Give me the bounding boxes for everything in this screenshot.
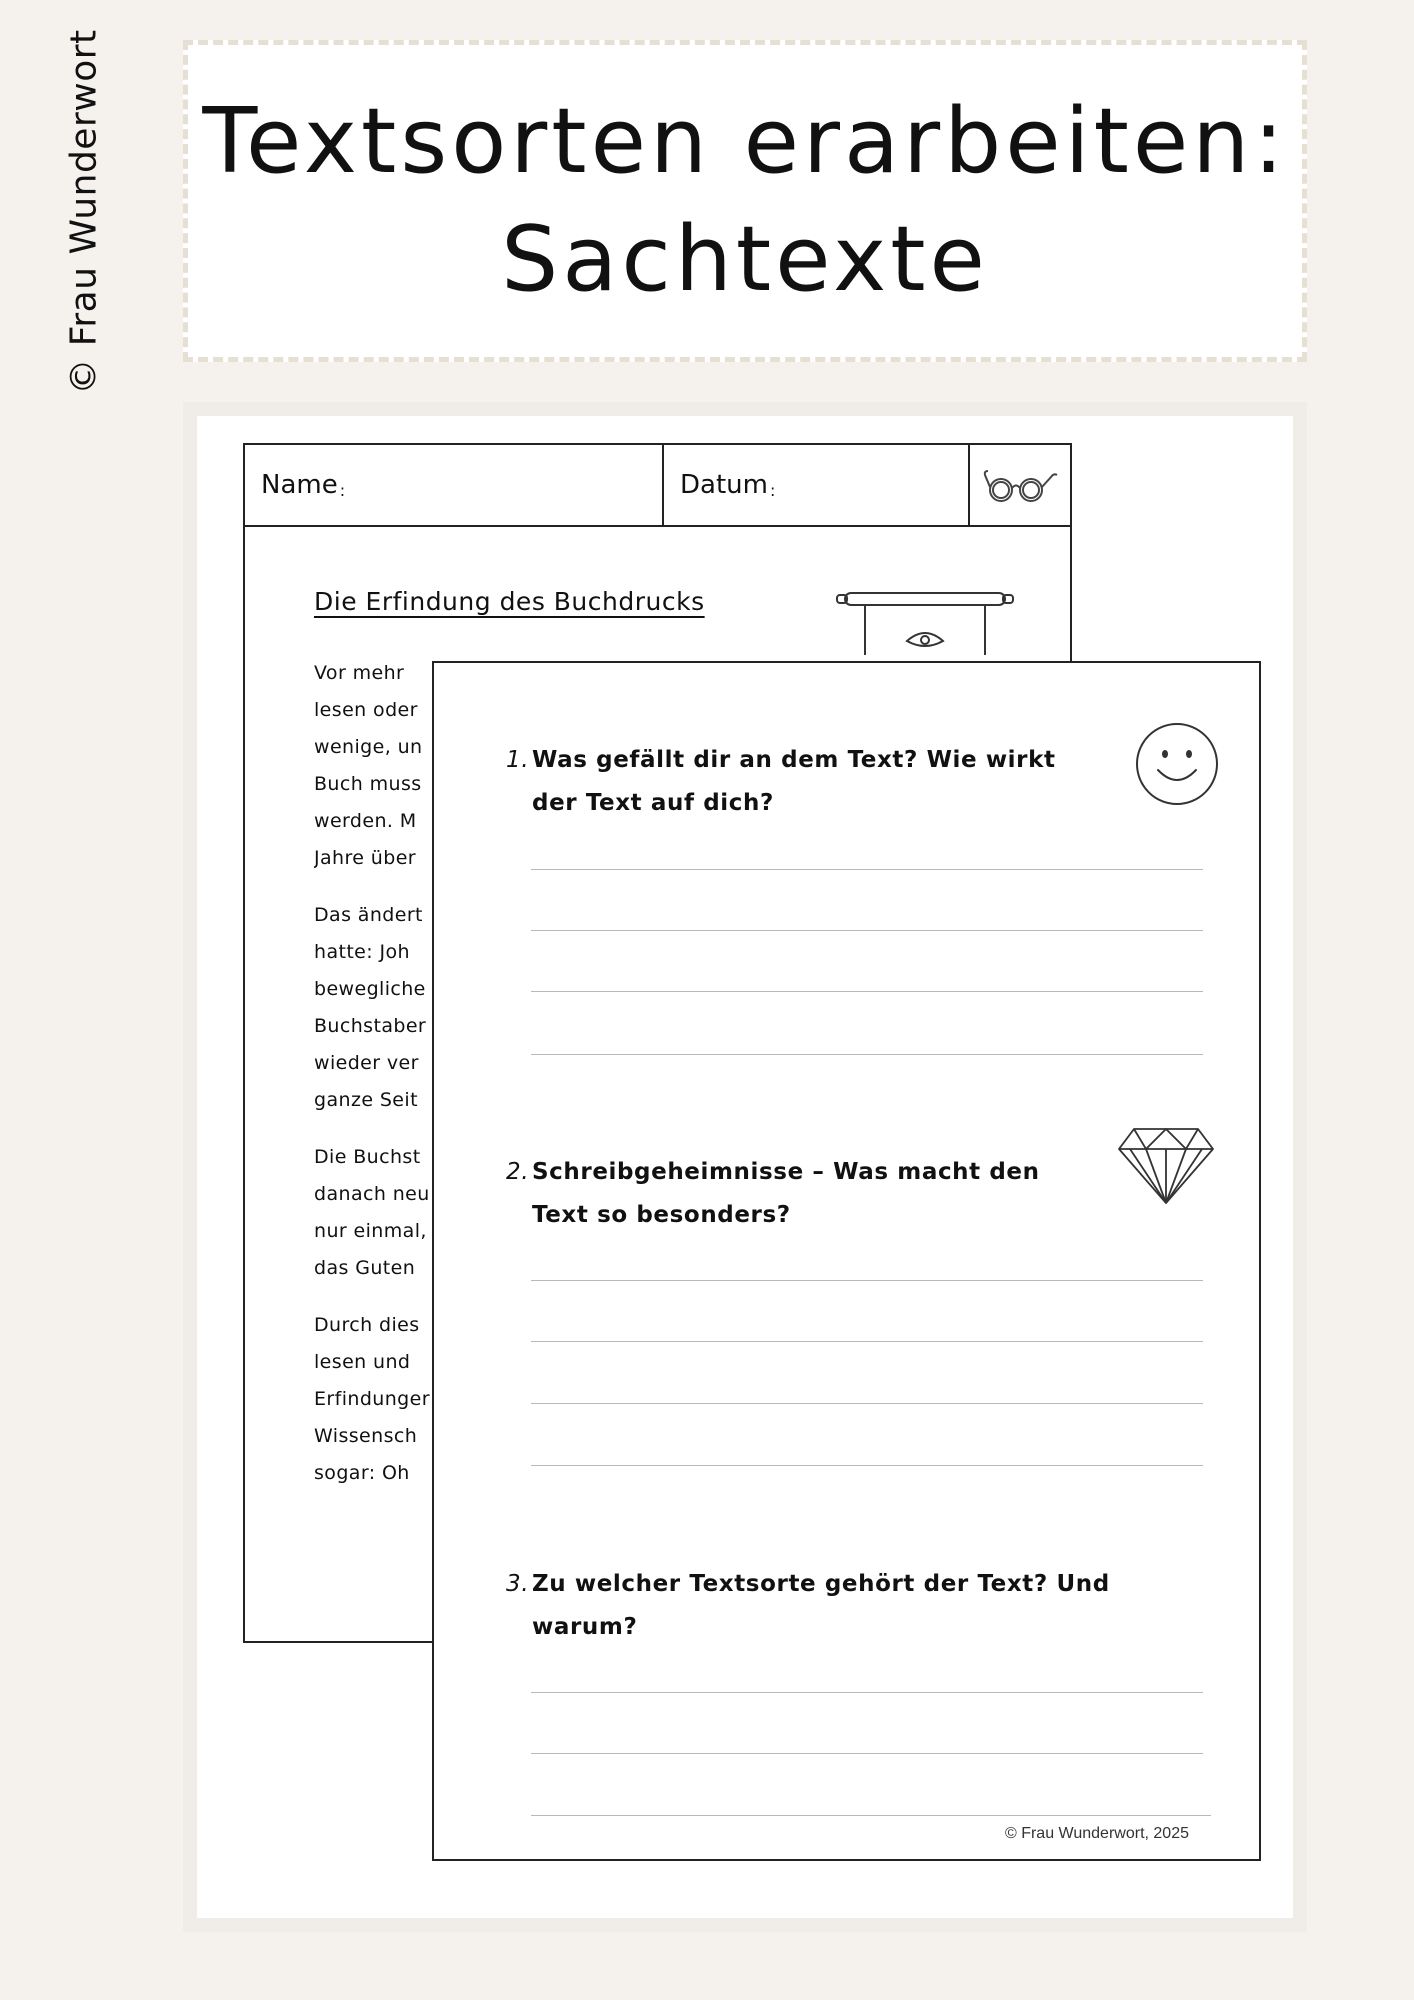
- story-line: nur einmal,: [314, 1220, 427, 1242]
- glasses-icon: [981, 463, 1059, 507]
- story-line: Das ändert: [314, 904, 423, 926]
- story-line: hatte: Joh: [314, 941, 410, 963]
- answer-line: [531, 1692, 1203, 1693]
- story-line: lesen und: [314, 1351, 411, 1373]
- date-colon: :: [769, 480, 776, 500]
- story-line: sogar: Oh: [314, 1462, 410, 1484]
- story-line: Buch muss: [314, 773, 422, 795]
- answer-line: [531, 991, 1203, 992]
- answer-line: [531, 1054, 1203, 1055]
- question-number: 3.: [506, 1571, 530, 1597]
- name-field: [245, 445, 664, 525]
- story-line: das Guten: [314, 1257, 416, 1279]
- diamond-icon: [1116, 1125, 1216, 1207]
- date-label: Datum: [680, 470, 768, 500]
- story-line: Die Buchst: [314, 1146, 421, 1168]
- question-text: Schreibgeheimnisse – Was macht den Text so besonders?: [532, 1159, 1040, 1228]
- answer-line: [531, 869, 1203, 870]
- story-line: Buchstaber: [314, 1015, 427, 1037]
- scroll-icon: [835, 585, 1025, 655]
- story-line: Wissensch: [314, 1425, 418, 1447]
- answer-line: [531, 1341, 1203, 1342]
- smiley-icon: [1131, 718, 1223, 810]
- question-3: [506, 1563, 1206, 1649]
- page-title-line-2: Sachtexte: [501, 207, 989, 312]
- question-text: Was gefällt dir an dem Text? Wie wirkt der Text auf dich?: [532, 747, 1056, 816]
- question-1: [506, 739, 1076, 825]
- title-box: [183, 40, 1307, 362]
- answer-line: [531, 930, 1203, 931]
- name-colon: :: [339, 480, 346, 500]
- answer-line: [531, 1280, 1203, 1281]
- story-line: werden. M: [314, 810, 417, 832]
- question-text: Zu welcher Textsorte gehört der Text? Und warum?: [532, 1571, 1110, 1640]
- side-credit: © Frau Wunderwort: [63, 29, 105, 395]
- story-line: lesen oder: [314, 699, 418, 721]
- story-line: wieder ver: [314, 1052, 419, 1074]
- story-line: wenige, un: [314, 736, 423, 758]
- question-number: 2.: [506, 1159, 530, 1185]
- answer-line: [531, 1403, 1203, 1404]
- worksheet-header: [245, 445, 1070, 527]
- date-field: [664, 445, 970, 525]
- document-title: Die Erfindung des Buchdrucks: [314, 587, 705, 616]
- story-line: bewegliche: [314, 978, 426, 1000]
- story-line: danach neu: [314, 1183, 430, 1205]
- story-line: Jahre über: [314, 847, 417, 869]
- glasses-icon-cell: [970, 445, 1070, 525]
- story-line: Durch dies: [314, 1314, 420, 1336]
- name-label: Name: [261, 470, 338, 500]
- question-number: 1.: [506, 747, 530, 773]
- footer-copyright: © Frau Wunderwort, 2025: [1004, 1825, 1189, 1842]
- question-2: [506, 1151, 1076, 1237]
- worksheet-front: [432, 661, 1261, 1861]
- page-title-line-1: Textsorten erarbeiten:: [202, 89, 1288, 194]
- answer-line: [531, 1753, 1203, 1754]
- answer-line: [531, 1815, 1211, 1816]
- story-line: ganze Seit: [314, 1089, 418, 1111]
- answer-line: [531, 1465, 1203, 1466]
- story-line: Vor mehr: [314, 662, 405, 684]
- story-line: Erfindunger: [314, 1388, 430, 1410]
